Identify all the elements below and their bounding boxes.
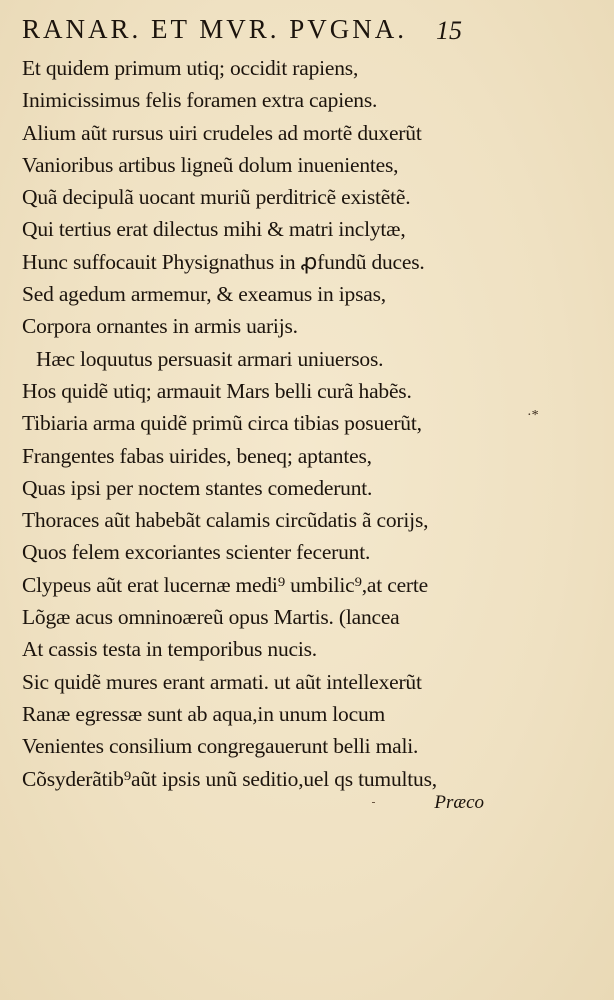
verse-line: Frangentes fabas uirides, beneq; aptantes, [22, 443, 372, 468]
verse-line: Thoraces aũt habebãt calamis circũdatis ã corijs, [22, 508, 429, 533]
page-number: 15 [436, 16, 462, 45]
ink-speck [372, 802, 375, 803]
verse-line: Qui tertius erat dilectus mihi & matri inclytæ, [22, 217, 406, 242]
verse-line: Quas ipsi per noctem stantes comederunt. [22, 475, 373, 500]
page-header [22, 14, 462, 54]
verse-line: Corpora ornantes in armis uarijs. [22, 314, 298, 339]
catchword: Præco [434, 792, 484, 813]
verse-line: Clypeus aũt erat lucernæ medi⁹ umbilic⁹,at certe [22, 572, 428, 597]
verse-line: Et quidem primum utiq; occidit rapiens, [22, 56, 359, 80]
verse-line: Alium aũt rursus uiri crudeles ad mortẽ duxerũt [22, 120, 422, 145]
verse-line: Ranæ egressæ sunt ab aqua,in unum locum [22, 701, 386, 726]
verse-line: Hæc loquutus persuasit armari uniuersos. [36, 346, 384, 371]
verse-line: Cõsyderãtib⁹aũt ipsis unũ seditio,uel qs tumultus, [22, 766, 437, 791]
verse-line: Hos quidẽ utiq; armauit Mars belli curã habẽs. [22, 378, 412, 403]
verse-line: Tibiaria arma quidẽ primũ circa tibias posuerũt, [22, 411, 422, 436]
verse-line: Sic quidẽ mures erant armati. ut aũt intellexerũt [22, 669, 422, 694]
verse-line: Sed agedum armemur, & exeamus in ipsas, [22, 282, 386, 307]
verse-line: Hunc suffocauit Physignathus in ꝓfundũ duces. [22, 249, 425, 274]
verse-line: Lõgæ acus omninoæreũ opus Martis. (lancea [22, 605, 400, 630]
verse-text-block [22, 52, 492, 795]
verse-line: Quos felem excoriantes scienter fecerunt. [22, 540, 371, 565]
running-title: RANAR. ET MVR. PVGNA. [22, 14, 408, 44]
margin-mark: ·* [527, 408, 539, 423]
verse-line: At cassis testa in temporibus nucis. [22, 637, 317, 662]
verse-line: Venientes consilium congregauerunt belli mali. [22, 734, 419, 759]
verse-line: Quã decipulã uocant muriũ perditricẽ existẽtẽ. [22, 185, 411, 210]
verse-line: Inimicissimus felis foramen extra capiens. [22, 88, 378, 113]
verse-line: Vanioribus artibus ligneũ dolum inuenientes, [22, 152, 399, 177]
